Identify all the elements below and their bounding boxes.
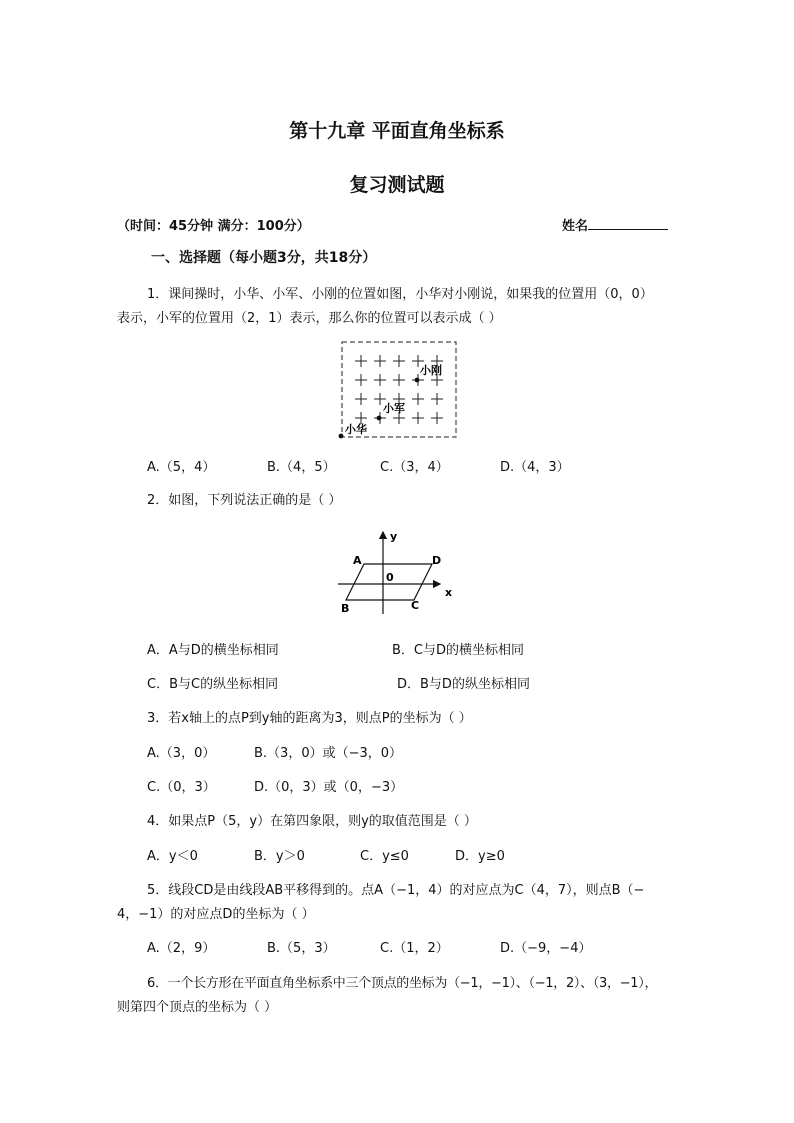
question-2-option-b: B．C与D的横坐标相同 — [392, 643, 525, 658]
question-5-line-2: 4，−1）的对应点D的坐标为（ ） — [117, 907, 315, 922]
label-y: y — [390, 530, 398, 543]
time-info: （时间：45分钟 满分：100分） — [117, 219, 310, 234]
point-xiaojun — [377, 416, 382, 421]
question-3-line-1: 3．若x轴上的点P到y轴的距离为3，则点P的坐标为（ ） — [147, 711, 472, 726]
label-xiaogang: 小刚 — [420, 364, 442, 377]
question-4-option-a: A．y＜0 — [147, 849, 198, 864]
question-6-line-1: 6．一个长方形在平面直角坐标系中三个顶点的坐标为（−1，−1）、（−1，2）、（3，−1）， — [147, 976, 658, 991]
question-5-option-c: C.（1，2） — [380, 941, 449, 956]
label-origin: 0 — [386, 571, 394, 584]
question-3-option-c: C.（0，3） — [147, 780, 216, 795]
name-label: 姓名 — [562, 219, 589, 234]
question-1-option-a: A.（5，4） — [147, 460, 216, 475]
label-x: x — [445, 586, 453, 599]
question-4-option-c: C．y≤0 — [360, 849, 409, 864]
section-heading: 一、选择题（每小题3分，共18分） — [151, 250, 377, 266]
label-d: D — [432, 554, 442, 567]
question-2-option-d: D．B与D的纵坐标相同 — [397, 677, 530, 692]
question-2-line-1: 2．如图，下列说法正确的是（ ） — [147, 493, 342, 508]
question-1-line-2: 表示，小军的位置用（2，1）表示，那么你的位置可以表示成（ ） — [117, 311, 502, 326]
question-1-option-c: C.（3，4） — [380, 460, 449, 475]
page-subtitle: 复习测试题 — [349, 174, 445, 196]
label-xiaojun: 小军 — [383, 402, 405, 415]
label-b: B — [341, 602, 350, 615]
chapter-title: 第十九章 平面直角坐标系 — [289, 120, 505, 142]
question-5-line-1: 5．线段CD是由线段AB平移得到的。点A（−1，4）的对应点为C（4，7），则点B（− — [147, 883, 645, 898]
question-1-line-1: 1．课间操时，小华、小军、小刚的位置如图，小华对小刚说，如果我的位置用（0，0） — [147, 287, 653, 302]
question-4-option-d: D．y≥0 — [455, 849, 505, 864]
label-xiaohua: 小华 — [345, 423, 367, 436]
question-2-option-c: C．B与C的纵坐标相同 — [147, 677, 279, 692]
question-3-option-b: B.（3，0）或（−3，0） — [254, 746, 403, 761]
question-6-line-2: 则第四个顶点的坐标为（ ） — [117, 1000, 278, 1015]
question-2-option-a: A．A与D的横坐标相同 — [147, 643, 279, 658]
question-1-grid-figure — [336, 336, 460, 442]
question-3-option-d: D.（0，3）或（0，−3） — [254, 780, 404, 795]
question-5-option-d: D.（−9，−4） — [500, 941, 592, 956]
question-5-option-a: A.（2，9） — [147, 941, 216, 956]
question-4-option-b: B．y＞0 — [254, 849, 305, 864]
name-field — [562, 215, 668, 234]
label-c: C — [411, 599, 420, 612]
name-blank — [588, 217, 668, 230]
question-2-axes-figure — [336, 526, 460, 618]
question-4-line-1: 4．如果点P（5，y）在第四象限，则y的取值范围是（ ） — [147, 814, 477, 829]
question-1-option-b: B.（4，5） — [267, 460, 336, 475]
label-a: A — [353, 554, 362, 567]
point-xiaogang — [415, 378, 420, 383]
question-1-option-d: D.（4，3） — [500, 460, 570, 475]
question-5-option-b: B.（5，3） — [267, 941, 336, 956]
question-3-option-a: A.（3，0） — [147, 746, 216, 761]
point-xiaohua — [339, 434, 344, 439]
